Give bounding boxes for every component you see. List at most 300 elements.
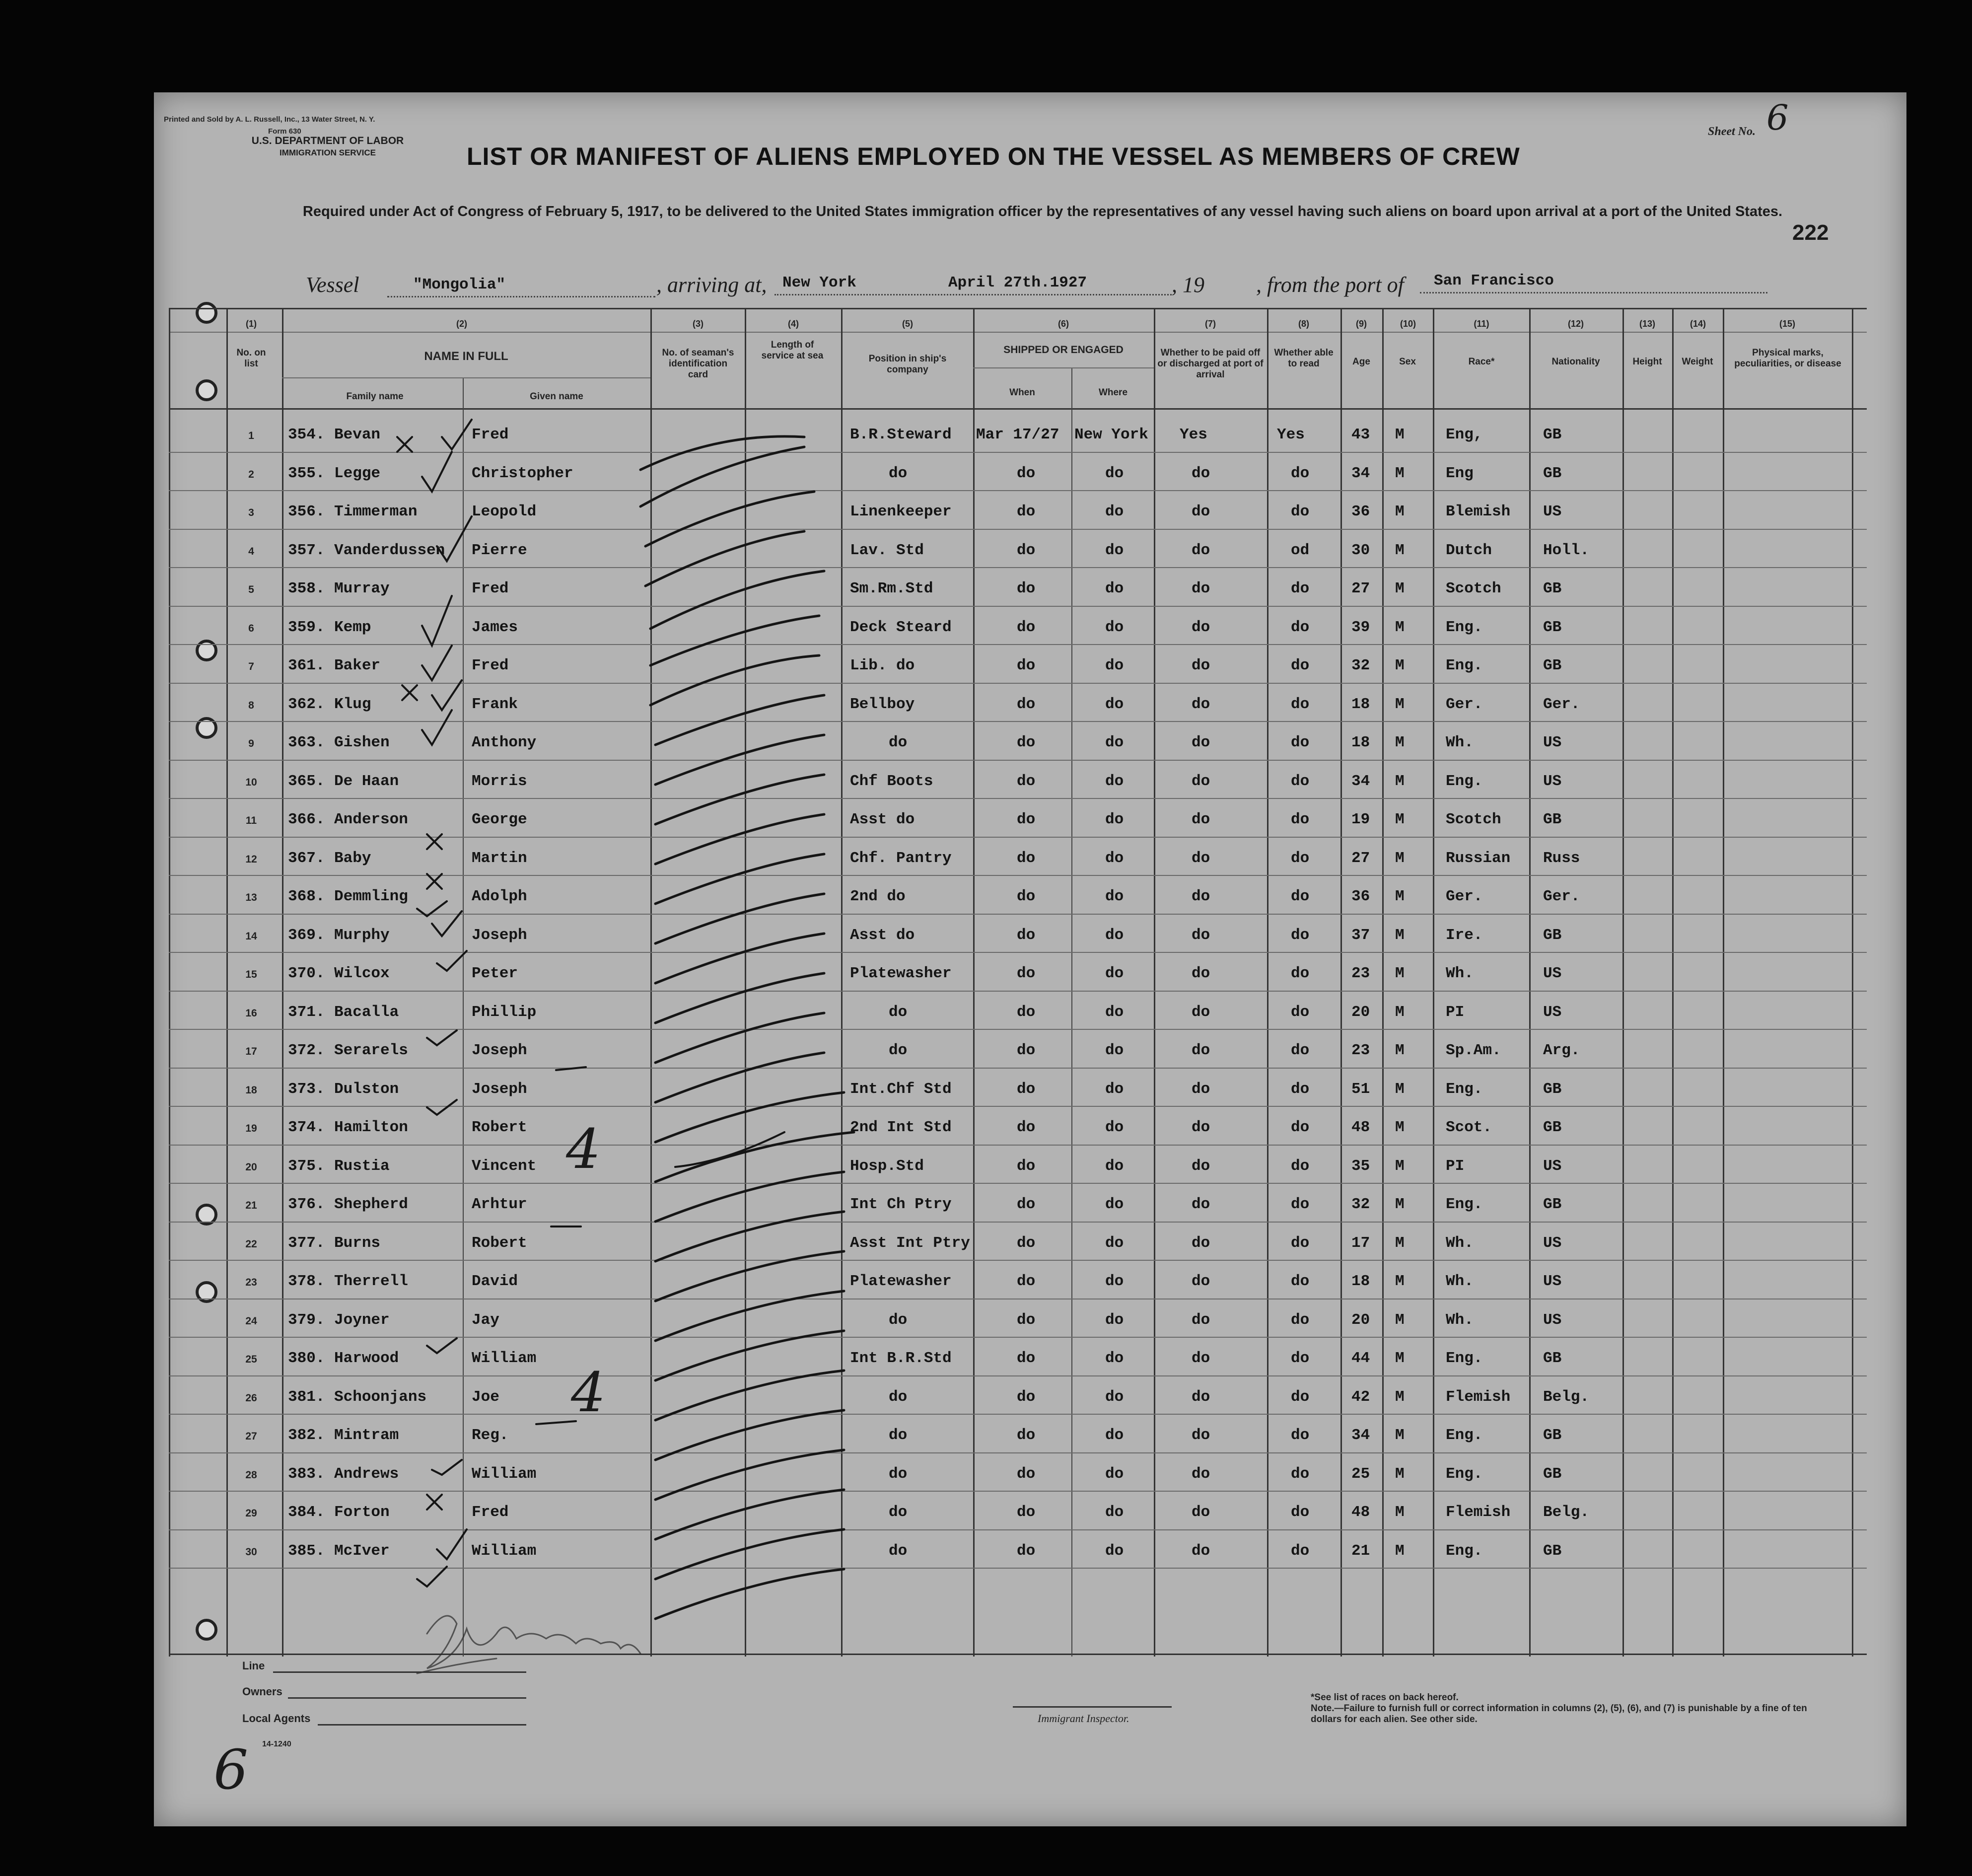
where-cell: do [1105, 926, 1124, 944]
paid-off-cell: do [1192, 1196, 1210, 1213]
position-cell: Int.Chf Std [850, 1080, 952, 1098]
family-name-cell: 357. Vanderdussen [288, 541, 445, 559]
header-no-on-list: No. on list [236, 348, 266, 369]
row-number: 22 [245, 1238, 257, 1250]
where-cell: do [1105, 965, 1124, 982]
race-cell: Eng. [1446, 618, 1483, 636]
race-cell: Russian [1446, 849, 1511, 867]
row-number: 7 [248, 661, 254, 672]
given-name-cell: Fred [472, 580, 509, 597]
header-weight: Weight [1682, 357, 1713, 367]
given-name-cell: Adolph [472, 888, 527, 905]
where-cell: do [1105, 541, 1124, 559]
nationality-cell: GB [1543, 426, 1562, 443]
position-cell: do [889, 1311, 908, 1329]
given-name-cell: Morris [472, 772, 527, 790]
where-cell: do [1105, 849, 1124, 867]
race-cell: Eng. [1446, 1465, 1483, 1483]
when-cell: do [1017, 657, 1036, 674]
nationality-cell: GB [1543, 464, 1562, 482]
able-read-cell: do [1291, 1465, 1310, 1483]
colnum-1: (1) [246, 319, 257, 329]
family-name-cell: 379. Joyner [288, 1311, 390, 1329]
nationality-cell: GB [1543, 1080, 1562, 1098]
able-read-cell: do [1291, 734, 1310, 751]
nationality-cell: US [1543, 503, 1562, 520]
check-mark [442, 420, 472, 449]
paid-off-cell: do [1192, 1157, 1210, 1175]
check-mark [437, 516, 472, 561]
row-number: 27 [245, 1431, 257, 1442]
family-name-cell: 358. Murray [288, 580, 390, 597]
given-name-cell: William [472, 1542, 537, 1560]
footer-line-label: Line [242, 1660, 265, 1672]
long-stroke [675, 1132, 784, 1167]
age-cell: 17 [1351, 1234, 1370, 1252]
inspector-rule [1013, 1706, 1172, 1708]
where-cell: do [1105, 1042, 1124, 1059]
colnum-4: (4) [788, 319, 799, 329]
sex-cell: M [1395, 1273, 1405, 1290]
sex-cell: M [1395, 1542, 1405, 1560]
family-name-cell: 385. McIver [288, 1542, 390, 1560]
vessel-label: Vessel [306, 273, 359, 297]
footer-line-rule [273, 1671, 526, 1673]
paid-off-cell: do [1192, 888, 1210, 905]
x-mark [427, 1495, 442, 1510]
position-cell: do [889, 1465, 908, 1483]
row-number: 13 [245, 892, 257, 903]
age-cell: 48 [1351, 1504, 1370, 1521]
paid-off-cell: do [1192, 1042, 1210, 1059]
given-name-cell: James [472, 618, 518, 636]
dash-mark [556, 1067, 586, 1070]
able-read-cell: do [1291, 1119, 1310, 1136]
given-name-cell: William [472, 1465, 537, 1483]
colnum-2: (2) [456, 319, 467, 329]
where-cell: do [1105, 580, 1124, 597]
position-cell: Lav. Std [850, 541, 924, 559]
slash-mark [655, 695, 824, 745]
nationality-cell: GB [1543, 580, 1562, 597]
row-number: 26 [245, 1392, 257, 1404]
given-name-cell: Fred [472, 1504, 509, 1521]
given-name-cell: Robert [472, 1119, 527, 1136]
row-number: 15 [245, 969, 257, 980]
when-cell: do [1017, 503, 1036, 520]
printer-credit: Printed and Sold by A. L. Russell, Inc., 13 Water Street, N. Y. [164, 115, 375, 124]
race-cell: PI [1446, 1157, 1465, 1175]
position-cell: B.R.Steward [850, 426, 952, 443]
form-number: Form 630 [268, 127, 301, 136]
able-read-cell: do [1291, 1157, 1310, 1175]
x-mark [397, 437, 412, 452]
when-cell: do [1017, 965, 1036, 982]
sex-cell: M [1395, 1042, 1405, 1059]
check-mark [427, 1338, 457, 1353]
margin-mark: 6 [213, 1738, 248, 1802]
sex-cell: M [1395, 1504, 1405, 1521]
where-cell: do [1105, 657, 1124, 674]
slash-mark [655, 1092, 844, 1142]
race-cell: Ger. [1446, 695, 1483, 713]
nationality-cell: US [1543, 734, 1562, 751]
able-read-cell: do [1291, 1311, 1310, 1329]
when-cell: do [1017, 1504, 1036, 1521]
nationality-cell: US [1543, 772, 1562, 790]
slash-mark [645, 492, 814, 546]
nationality-cell: US [1543, 965, 1562, 982]
where-cell: do [1105, 1003, 1124, 1021]
family-name-cell: 355. Legge [288, 464, 381, 482]
given-name-cell: Phillip [472, 1003, 537, 1021]
race-cell: Wh. [1446, 1234, 1474, 1252]
slash-mark [655, 1172, 844, 1222]
paid-off-cell: Yes [1180, 426, 1207, 443]
colnum-3: (3) [693, 319, 704, 329]
sex-cell: M [1395, 426, 1405, 443]
when-cell: do [1017, 1465, 1036, 1483]
row-number: 29 [245, 1508, 257, 1519]
department-name: U.S. DEPARTMENT OF LABOR [251, 135, 404, 146]
family-name-cell: 382. Mintram [288, 1427, 399, 1444]
able-read-cell: do [1291, 1350, 1310, 1367]
header-race: Race* [1468, 357, 1495, 367]
slash-mark [655, 775, 824, 824]
nationality-cell: GB [1543, 657, 1562, 674]
paid-off-cell: do [1192, 811, 1210, 828]
when-cell: do [1017, 734, 1036, 751]
when-cell: do [1017, 1003, 1036, 1021]
paid-off-cell: do [1192, 1350, 1210, 1367]
check-mark [422, 646, 452, 680]
colnum-10: (10) [1400, 319, 1416, 329]
colnum-7: (7) [1205, 319, 1216, 329]
paid-off-cell: do [1192, 541, 1210, 559]
nationality-cell: Ger. [1543, 888, 1580, 905]
position-cell: Asst do [850, 811, 915, 828]
x-mark [427, 874, 442, 889]
given-name-cell: Joseph [472, 1042, 527, 1059]
colnum-11: (11) [1474, 319, 1489, 329]
footer-owners-label: Owners [242, 1685, 282, 1698]
sex-cell: M [1395, 1196, 1405, 1213]
able-read-cell: do [1291, 503, 1310, 520]
able-read-cell: do [1291, 1234, 1310, 1252]
paid-off-cell: do [1192, 1080, 1210, 1098]
where-cell: do [1105, 1350, 1124, 1367]
sex-cell: M [1395, 1234, 1405, 1252]
check-mark [432, 1460, 462, 1475]
position-cell: do [889, 1504, 908, 1521]
age-cell: 51 [1351, 1080, 1370, 1098]
where-cell: do [1105, 734, 1124, 751]
age-cell: 32 [1351, 657, 1370, 674]
age-cell: 23 [1351, 965, 1370, 982]
slash-mark [655, 1053, 824, 1102]
where-cell: do [1105, 503, 1124, 520]
paid-off-cell: do [1192, 1273, 1210, 1290]
given-name-cell: Peter [472, 965, 518, 982]
row-number: 5 [248, 584, 254, 595]
x-mark [402, 685, 417, 700]
given-name-cell: George [472, 811, 527, 828]
race-cell: Wh. [1446, 734, 1474, 751]
where-cell: do [1105, 811, 1124, 828]
service-name: IMMIGRATION SERVICE [280, 148, 376, 157]
when-cell: do [1017, 464, 1036, 482]
paid-off-cell: do [1192, 1388, 1210, 1406]
family-name-cell: 373. Dulston [288, 1080, 399, 1098]
row-number: 30 [245, 1546, 257, 1558]
year-prefix: , 19 [1172, 273, 1204, 297]
x-mark [427, 834, 442, 849]
age-cell: 36 [1351, 888, 1370, 905]
paid-off-cell: do [1192, 464, 1210, 482]
able-read-cell: do [1291, 1003, 1310, 1021]
when-cell: do [1017, 1042, 1036, 1059]
when-cell: do [1017, 888, 1036, 905]
check-mark [432, 680, 462, 710]
arriving-label: , arriving at, [656, 273, 767, 297]
family-name-cell: 367. Baby [288, 849, 371, 867]
handwritten-four: 4 [571, 1361, 606, 1424]
sex-cell: M [1395, 464, 1405, 482]
when-cell: do [1017, 1196, 1036, 1213]
sex-cell: M [1395, 1388, 1405, 1406]
when-cell: do [1017, 580, 1036, 597]
slash-mark [655, 1251, 844, 1301]
row-number: 1 [248, 430, 254, 441]
header-nationality: Nationality [1551, 357, 1600, 367]
slash-mark [655, 1013, 824, 1063]
slash-mark [655, 1569, 844, 1619]
family-name-cell: 384. Forton [288, 1504, 390, 1521]
family-name-cell: 374. Hamilton [288, 1119, 408, 1136]
sex-cell: M [1395, 849, 1405, 867]
position-cell: Linenkeeper [850, 503, 952, 520]
row-number: 2 [248, 468, 254, 480]
given-name-cell: Reg. [472, 1427, 509, 1444]
check-mark [432, 911, 462, 936]
slash-mark [655, 1529, 844, 1579]
position-cell: Int B.R.Std [850, 1350, 952, 1367]
position-cell: Chf Boots [850, 772, 933, 790]
row-number: 3 [248, 507, 254, 518]
able-read-cell: do [1291, 1427, 1310, 1444]
stamp-number: 222 [1792, 220, 1829, 245]
position-cell: 2nd do [850, 888, 906, 905]
paid-off-cell: do [1192, 695, 1210, 713]
age-cell: 48 [1351, 1119, 1370, 1136]
footer-agents-rule [318, 1724, 526, 1726]
nationality-cell: GB [1543, 618, 1562, 636]
race-cell: Eng. [1446, 657, 1483, 674]
age-cell: 34 [1351, 772, 1370, 790]
row-number: 23 [245, 1277, 257, 1288]
race-cell: Dutch [1446, 541, 1492, 559]
slash-mark [655, 973, 824, 1023]
check-mark [422, 452, 452, 492]
sex-cell: M [1395, 772, 1405, 790]
slash-mark [655, 735, 824, 785]
race-cell: Eng. [1446, 1427, 1483, 1444]
row-number: 17 [245, 1046, 257, 1057]
age-cell: 21 [1351, 1542, 1370, 1560]
header-when: When [1009, 387, 1035, 398]
where-cell: do [1105, 1234, 1124, 1252]
paid-off-cell: do [1192, 580, 1210, 597]
slash-mark [655, 1291, 844, 1341]
race-cell: Scot. [1446, 1119, 1492, 1136]
race-cell: Wh. [1446, 965, 1474, 982]
slash-mark [655, 1331, 844, 1380]
able-read-cell: do [1291, 657, 1310, 674]
paid-off-cell: do [1192, 1003, 1210, 1021]
check-mark [422, 596, 452, 646]
family-name-cell: 380. Harwood [288, 1350, 399, 1367]
race-cell: Eng, [1446, 426, 1483, 443]
given-name-cell: Joseph [472, 926, 527, 944]
paid-off-cell: do [1192, 849, 1210, 867]
age-cell: 25 [1351, 1465, 1370, 1483]
when-cell: do [1017, 1080, 1036, 1098]
colnum-12: (12) [1567, 319, 1584, 329]
header-given-name: Given name [530, 391, 583, 402]
when-cell: do [1017, 772, 1036, 790]
row-number: 8 [248, 699, 254, 711]
nationality-cell: GB [1543, 1350, 1562, 1367]
sex-cell: M [1395, 1119, 1405, 1136]
age-cell: 34 [1351, 1427, 1370, 1444]
slash-mark [645, 531, 804, 586]
race-cell: Eng. [1446, 1080, 1483, 1098]
nationality-cell: US [1543, 1003, 1562, 1021]
able-read-cell: Yes [1277, 426, 1305, 443]
check-mark [437, 951, 467, 971]
family-name-cell: 375. Rustia [288, 1157, 390, 1175]
race-cell: Wh. [1446, 1311, 1474, 1329]
age-cell: 23 [1351, 1042, 1370, 1059]
able-read-cell: do [1291, 618, 1310, 636]
able-read-cell: do [1291, 888, 1310, 905]
row-number: 24 [245, 1315, 257, 1327]
age-cell: 43 [1351, 426, 1370, 443]
position-cell: do [889, 464, 908, 482]
able-read-cell: do [1291, 464, 1310, 482]
colnum-15: (15) [1779, 319, 1795, 329]
inspector-label: Immigrant Inspector. [1038, 1712, 1129, 1725]
age-cell: 27 [1351, 849, 1370, 867]
sex-cell: M [1395, 1465, 1405, 1483]
when-cell: do [1017, 1427, 1036, 1444]
given-name-cell: Anthony [472, 734, 537, 751]
penalty-text: Note.—Failure to furnish full or correct information in columns (2), (5), (6), and (7) is punishable by a fine of ten dollars for each alien. See other side. [1311, 1703, 1807, 1725]
where-cell: do [1105, 772, 1124, 790]
position-cell: do [889, 1388, 908, 1406]
given-name-cell: Joseph [472, 1080, 527, 1098]
race-cell: PI [1446, 1003, 1465, 1021]
able-read-cell: do [1291, 926, 1310, 944]
colnum-8: (8) [1298, 319, 1309, 329]
race-cell: Eng. [1446, 1350, 1483, 1367]
row-number: 14 [245, 930, 257, 942]
race-cell: Scotch [1446, 580, 1501, 597]
age-cell: 32 [1351, 1196, 1370, 1213]
position-cell: Asst Int Ptry [850, 1234, 970, 1252]
where-cell: do [1105, 1542, 1124, 1560]
where-cell: do [1105, 1196, 1124, 1213]
paid-off-cell: do [1192, 965, 1210, 982]
age-cell: 42 [1351, 1388, 1370, 1406]
header-position: Position in ship's company [868, 354, 947, 375]
given-name-cell: Christopher [472, 464, 573, 482]
check-mark [427, 1100, 457, 1115]
nationality-cell: Belg. [1543, 1388, 1590, 1406]
position-cell: Int Ch Ptry [850, 1196, 952, 1213]
position-cell: Asst do [850, 926, 915, 944]
arrival-date: April 27th.1927 [948, 274, 1087, 291]
paid-off-cell: do [1192, 1465, 1210, 1483]
header-family-name: Family name [346, 391, 404, 402]
header-where: Where [1098, 387, 1128, 398]
row-number: 9 [248, 738, 254, 749]
slash-mark [650, 655, 819, 705]
able-read-cell: do [1291, 811, 1310, 828]
colnum-9: (9) [1356, 319, 1367, 329]
row-number: 25 [245, 1354, 257, 1365]
when-cell: do [1017, 849, 1036, 867]
position-cell: Deck Steard [850, 618, 952, 636]
sex-cell: M [1395, 1311, 1405, 1329]
given-name-cell: William [472, 1350, 537, 1367]
slash-mark [655, 934, 824, 983]
position-cell: Hosp.Std [850, 1157, 924, 1175]
vessel-name: "Mongolia" [413, 276, 506, 293]
row-number: 6 [248, 622, 254, 634]
nationality-cell: US [1543, 1157, 1562, 1175]
age-cell: 36 [1351, 503, 1370, 520]
when-cell: Mar 17/27 [976, 426, 1059, 443]
where-cell: do [1105, 1080, 1124, 1098]
age-cell: 27 [1351, 580, 1370, 597]
race-cell: Wh. [1446, 1273, 1474, 1290]
paid-off-cell: do [1192, 1234, 1210, 1252]
races-note: *See list of races on back hereof. [1311, 1692, 1459, 1703]
form-code: 14-1240 [262, 1740, 291, 1748]
age-cell: 37 [1351, 926, 1370, 944]
position-cell: do [889, 734, 908, 751]
page-subtitle: Required under Act of Congress of February 5, 1917, to be delivered to the United States immigration officer by the representatives of any vessel having such aliens on board upon arrival at a port of the United States. [302, 204, 1783, 219]
sex-cell: M [1395, 1427, 1405, 1444]
row-number: 12 [245, 853, 257, 865]
position-cell: 2nd Int Std [850, 1119, 952, 1136]
colnum-5: (5) [902, 319, 913, 329]
age-cell: 18 [1351, 1273, 1370, 1290]
sheet-number: 6 [1766, 97, 1789, 138]
row-number: 28 [245, 1469, 257, 1481]
slash-mark [655, 854, 824, 904]
where-cell: do [1105, 1119, 1124, 1136]
header-id-card: No. of seaman's identification card [662, 348, 734, 380]
family-name-cell: 370. Wilcox [288, 965, 390, 982]
race-cell: Scotch [1446, 811, 1501, 828]
able-read-cell: do [1291, 695, 1310, 713]
when-cell: do [1017, 811, 1036, 828]
where-cell: do [1105, 1157, 1124, 1175]
header-age: Age [1352, 357, 1370, 367]
check-mark [417, 901, 447, 916]
